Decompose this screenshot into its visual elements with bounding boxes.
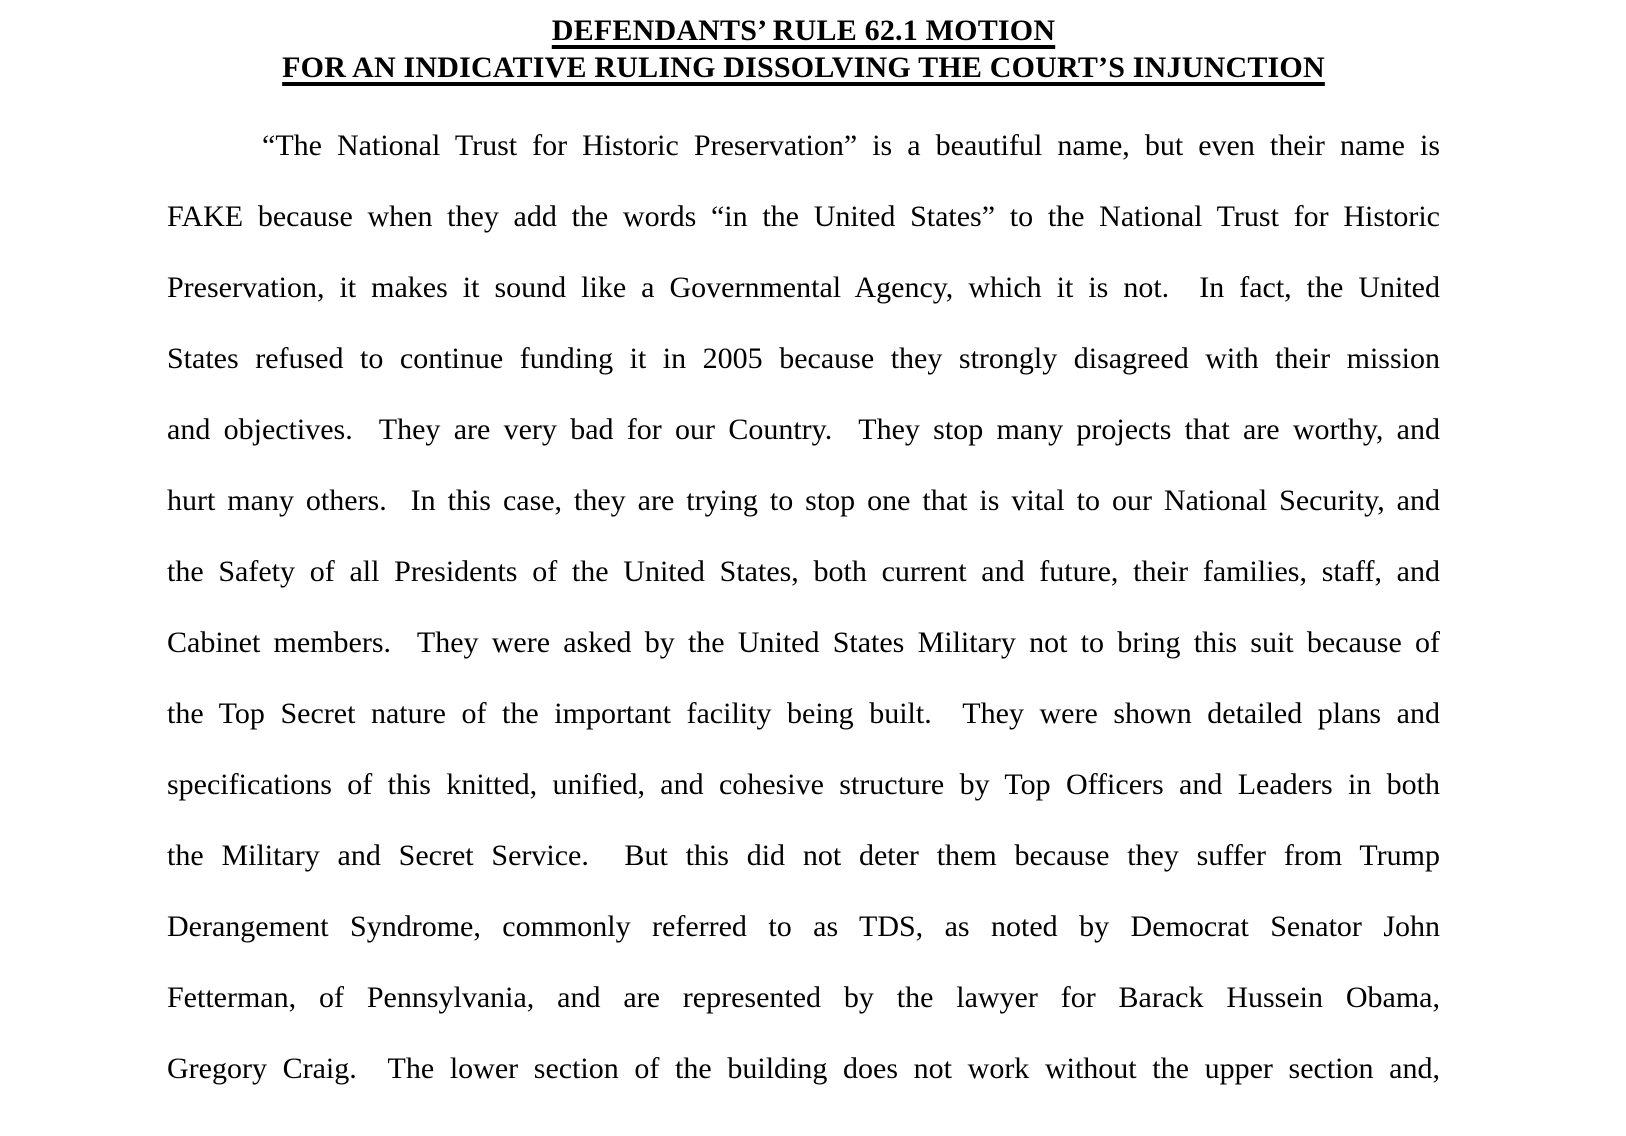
title-line-2 (167, 49, 1440, 86)
body-line: specifications of this knitted, unified, and cohesive structure by Top Officers and Leaders in both (167, 768, 1440, 801)
body-line: the Top Secret nature of the important facility being built. They were shown detailed plans and (167, 697, 1440, 730)
body-line: FAKE because when they add the words “in the United States” to the National Trust for Historic (167, 200, 1440, 233)
body-line: Gregory Craig. The lower section of the building does not work without the upper section and, (167, 1052, 1440, 1085)
body-line: hurt many others. In this case, they are trying to stop one that is vital to our National Security, and (167, 484, 1440, 517)
body-line: Cabinet members. They were asked by the United States Military not to bring this suit because of (167, 626, 1440, 659)
body-line: Preservation, it makes it sound like a Governmental Agency, which it is not. In fact, the United (167, 271, 1440, 304)
document-body (167, 110, 1440, 1104)
body-line: and objectives. They are very bad for our Country. They stop many projects that are worthy, and (167, 413, 1440, 446)
body-line: “The National Trust for Historic Preservation” is a beautiful name, but even their name is (262, 129, 1440, 162)
body-line: the Military and Secret Service. But this did not deter them because they suffer from Trump (167, 839, 1440, 872)
title-line-1 (167, 12, 1440, 49)
title-line-2-text: FOR AN INDICATIVE RULING DISSOLVING THE COURT’S INJUNCTION (282, 51, 1325, 84)
title-line-1-text: DEFENDANTS’ RULE 62.1 MOTION (551, 14, 1056, 47)
body-line: Derangement Syndrome, commonly referred to as TDS, as noted by Democrat Senator John (167, 910, 1440, 943)
document-title (167, 12, 1440, 86)
body-line: Fetterman, of Pennsylvania, and are represented by the lawyer for Barack Hussein Obama, (167, 981, 1440, 1014)
document-content (167, 12, 1440, 1104)
body-line: the Safety of all Presidents of the United States, both current and future, their families, staff, and (167, 555, 1440, 588)
body-line: States refused to continue funding it in 2005 because they strongly disagreed with their mission (167, 342, 1440, 375)
